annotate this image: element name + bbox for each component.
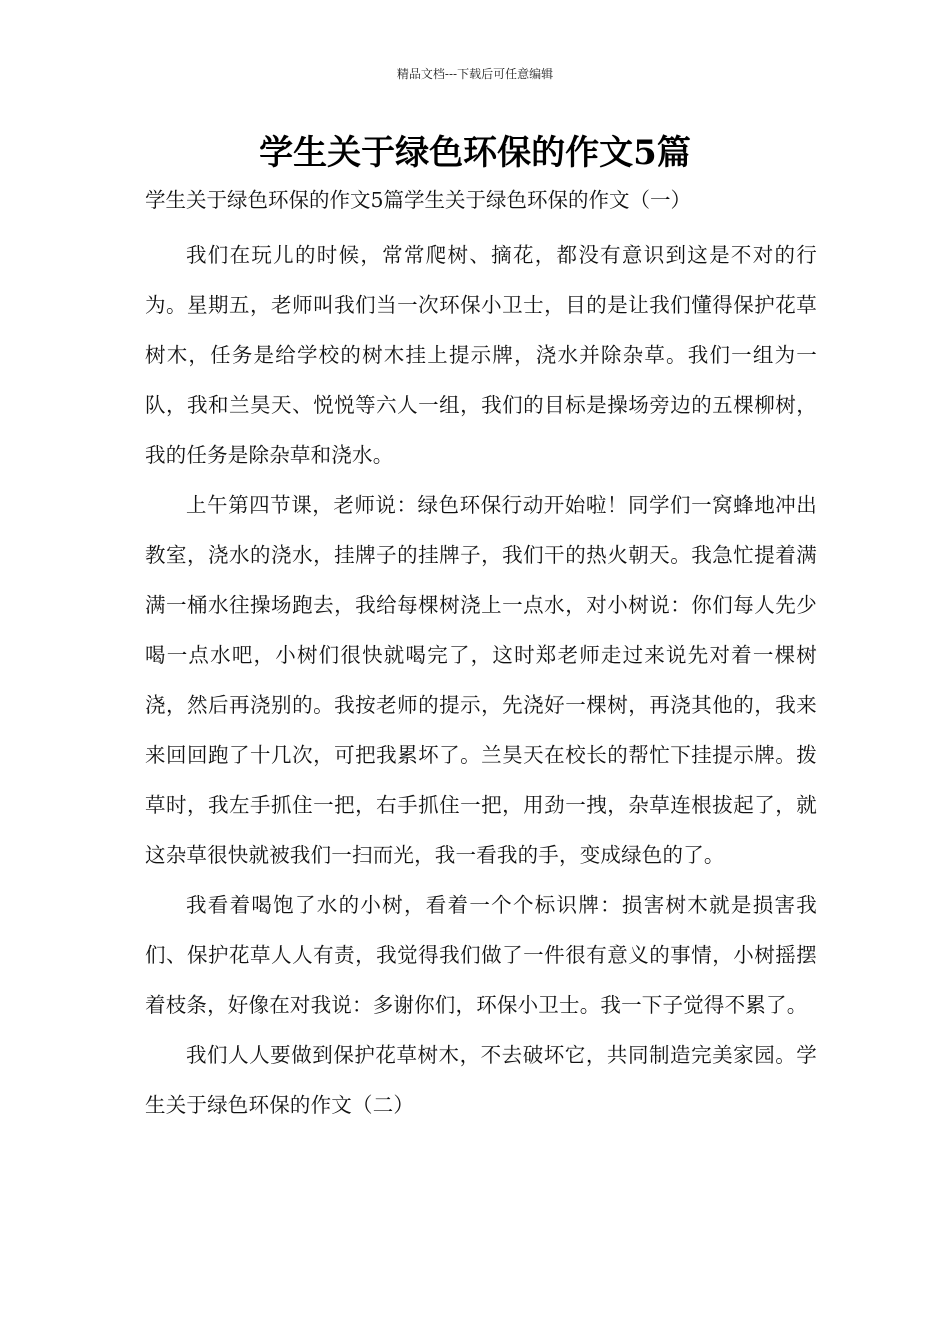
paragraph-1: 我们在玩儿的时候，常常爬树、摘花，都没有意识到这是不对的行为。星期五，老师叫我们当一次环保小卫士，目的是让我们懂得保护花草树木，任务是给学校的树木挂上提示牌，浇水并除杂草。我们一组为一队，我和兰昊天、悦悦等六人一组，我们的目标是操场旁边的五棵柳树，我的任务是除杂草和浇水。: [145, 243, 817, 467]
document-subtitle: 学生关于绿色环保的作文5篇学生关于绿色环保的作文（一）: [145, 188, 692, 212]
paragraph-4: 我们人人要做到保护花草树木，不去破坏它，共同制造完美家园。学生关于绿色环保的作文（二）: [145, 1043, 817, 1117]
paragraph-2: 上午第四节课，老师说：绿色环保行动开始啦！同学们一窝蜂地冲出教室，浇水的浇水，挂牌子的挂牌子，我们干的热火朝天。我急忙提着满满一桶水往操场跑去，我给每棵树浇上一点水，对小树说：你们每人先少喝一点水吧，小树们很快就喝完了，这时郑老师走过来说先对着一棵树浇，然后再浇别的。我按老师的提示，先浇好一棵树，再浇其他的，我来来回回跑了十几次，可把我累坏了。兰昊天在校长的帮忙下挂提示牌。拨草时，我左手抓住一把，右手抓住一把，用劲一拽，杂草连根拔起了，就这杂草很快就被我们一扫而光，我一看我的手，变成绿色的了。: [145, 493, 817, 867]
document-body: [145, 230, 817, 1130]
page-header: 精品文档---下载后可任意编辑: [396, 67, 554, 81]
paragraph-3: 我看着喝饱了水的小树，看着一个个标识牌：损害树木就是损害我们、保护花草人人有责，我觉得我们做了一件很有意义的事情，小树摇摆着枝条，好像在对我说：多谢你们，环保小卫士。我一下子觉得不累了。: [145, 893, 817, 1017]
document-title: 学生关于绿色环保的作文5篇: [259, 133, 691, 173]
